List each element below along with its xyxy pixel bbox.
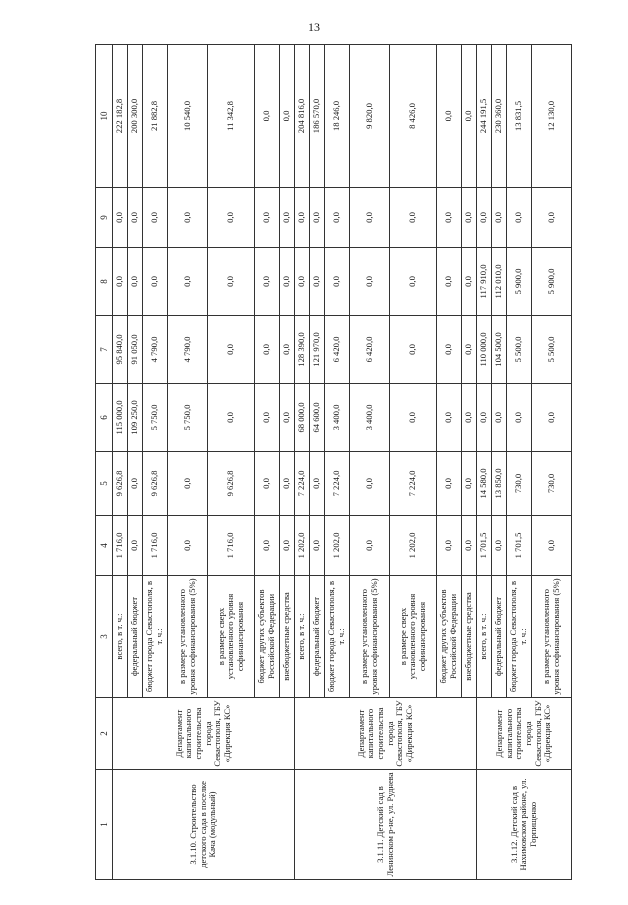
amount-cell: 9 820,0: [350, 45, 390, 188]
amount-cell: 0,0: [255, 516, 280, 576]
amount-cell: 730,0: [507, 452, 532, 516]
amount-cell: 0,0: [507, 384, 532, 452]
amount-cell: 0,0: [310, 188, 325, 248]
amount-cell: 0,0: [437, 45, 462, 188]
amount-cell: 5 500,0: [507, 316, 532, 384]
amount-cell: 0,0: [280, 516, 295, 576]
amount-cell: 112 010,0: [492, 248, 507, 316]
amount-cell: 4 790,0: [143, 316, 168, 384]
amount-cell: 128 390,0: [295, 316, 310, 384]
amount-cell: 0,0: [168, 516, 208, 576]
project-name: 3.1.12. Детский сад в Нахимовском районе, ул. Горпищенко: [477, 770, 572, 880]
amount-cell: 0,0: [477, 384, 492, 452]
amount-cell: 9 626,8: [113, 452, 128, 516]
amount-cell: 109 250,0: [128, 384, 143, 452]
amount-cell: 0,0: [280, 452, 295, 516]
amount-cell: 11 342,8: [208, 45, 255, 188]
amount-cell: 0,0: [128, 188, 143, 248]
amount-cell: 0,0: [437, 188, 462, 248]
budget-table: [95, 44, 572, 880]
amount-cell: 0,0: [310, 452, 325, 516]
funding-source: бюджет города Севастополя, в т. ч.:: [325, 576, 350, 698]
amount-cell: 0,0: [437, 516, 462, 576]
project-executor: Департамент капитального строительства города Севастополя, ГБУ «Дирекция КС»: [295, 698, 477, 770]
amount-cell: 6 420,0: [325, 316, 350, 384]
funding-source: бюджет других субъектов Российской Федерации: [437, 576, 462, 698]
column-number-row: [96, 45, 113, 880]
amount-cell: 1 701,5: [477, 516, 492, 576]
amount-cell: 0,0: [390, 248, 437, 316]
funding-source: бюджет города Севастополя, в т. ч.:: [507, 576, 532, 698]
amount-cell: 0,0: [350, 248, 390, 316]
amount-cell: 5 900,0: [532, 248, 572, 316]
amount-cell: 121 970,0: [310, 316, 325, 384]
funding-source: всего, в т. ч.:: [113, 576, 128, 698]
column-header: 1: [96, 770, 113, 880]
amount-cell: 3 400,0: [350, 384, 390, 452]
project-name: 3.1.11. Детский сад в Ленинском р-не, ул. Руднева: [295, 770, 477, 880]
amount-cell: 0,0: [492, 188, 507, 248]
amount-cell: 244 191,5: [477, 45, 492, 188]
funding-source: федеральный бюджет: [128, 576, 143, 698]
amount-cell: 730,0: [532, 452, 572, 516]
amount-cell: 0,0: [437, 316, 462, 384]
amount-cell: 0,0: [128, 452, 143, 516]
amount-cell: 0,0: [255, 248, 280, 316]
amount-cell: 7 224,0: [325, 452, 350, 516]
column-header: 4: [96, 516, 113, 576]
amount-cell: 1 716,0: [208, 516, 255, 576]
amount-cell: 0,0: [390, 316, 437, 384]
amount-cell: 117 910,0: [477, 248, 492, 316]
amount-cell: 0,0: [280, 45, 295, 188]
amount-cell: 0,0: [507, 188, 532, 248]
amount-cell: 1 202,0: [295, 516, 310, 576]
amount-cell: 0,0: [462, 316, 477, 384]
amount-cell: 0,0: [143, 188, 168, 248]
column-header: 6: [96, 384, 113, 452]
funding-source: бюджет других субъектов Российской Федерации: [255, 576, 280, 698]
amount-cell: 0,0: [208, 248, 255, 316]
amount-cell: 0,0: [477, 188, 492, 248]
amount-cell: 0,0: [310, 248, 325, 316]
amount-cell: 186 570,0: [310, 45, 325, 188]
amount-cell: 13 831,5: [507, 45, 532, 188]
amount-cell: 1 202,0: [325, 516, 350, 576]
amount-cell: 0,0: [255, 45, 280, 188]
amount-cell: 0,0: [462, 188, 477, 248]
table-row: [477, 45, 492, 880]
column-header: 8: [96, 248, 113, 316]
amount-cell: 0,0: [462, 452, 477, 516]
amount-cell: 7 224,0: [295, 452, 310, 516]
amount-cell: 0,0: [113, 188, 128, 248]
project-executor: Департамент капитального строительства города Севастополя, ГБУ «Дирекция КС»: [477, 698, 572, 770]
amount-cell: 64 600,0: [310, 384, 325, 452]
amount-cell: 95 840,0: [113, 316, 128, 384]
amount-cell: 115 000,0: [113, 384, 128, 452]
amount-cell: 0,0: [255, 188, 280, 248]
amount-cell: 230 360,0: [492, 45, 507, 188]
amount-cell: 104 500,0: [492, 316, 507, 384]
funding-source: всего, в т. ч.:: [295, 576, 310, 698]
amount-cell: 0,0: [168, 188, 208, 248]
amount-cell: 0,0: [128, 248, 143, 316]
amount-cell: 204 816,0: [295, 45, 310, 188]
amount-cell: 8 426,0: [390, 45, 437, 188]
amount-cell: 0,0: [280, 248, 295, 316]
amount-cell: 6 420,0: [350, 316, 390, 384]
amount-cell: 0,0: [280, 384, 295, 452]
amount-cell: 0,0: [492, 384, 507, 452]
amount-cell: 0,0: [128, 516, 143, 576]
amount-cell: 5 500,0: [532, 316, 572, 384]
amount-cell: 5 900,0: [507, 248, 532, 316]
amount-cell: 1 202,0: [390, 516, 437, 576]
amount-cell: 0,0: [462, 384, 477, 452]
funding-source: в размере установленного уровня софинансирования (5%): [532, 576, 572, 698]
amount-cell: 0,0: [168, 452, 208, 516]
amount-cell: 0,0: [462, 516, 477, 576]
column-header: 2: [96, 698, 113, 770]
amount-cell: 12 130,0: [532, 45, 572, 188]
amount-cell: 0,0: [295, 188, 310, 248]
amount-cell: 1 701,5: [507, 516, 532, 576]
amount-cell: 222 182,8: [113, 45, 128, 188]
amount-cell: 0,0: [437, 384, 462, 452]
amount-cell: 0,0: [208, 316, 255, 384]
amount-cell: 0,0: [310, 516, 325, 576]
funding-source: внебюджетные средства: [462, 576, 477, 698]
amount-cell: 0,0: [462, 45, 477, 188]
amount-cell: 0,0: [143, 248, 168, 316]
amount-cell: 18 246,0: [325, 45, 350, 188]
amount-cell: 0,0: [350, 452, 390, 516]
amount-cell: 0,0: [255, 316, 280, 384]
page-number: 13: [308, 20, 320, 34]
amount-cell: 0,0: [168, 248, 208, 316]
table-row: [295, 45, 310, 880]
funding-source: внебюджетные средства: [280, 576, 295, 698]
amount-cell: 0,0: [208, 188, 255, 248]
column-header: 5: [96, 452, 113, 516]
table-body: [113, 45, 572, 880]
amount-cell: 0,0: [492, 516, 507, 576]
amount-cell: 7 224,0: [390, 452, 437, 516]
amount-cell: 1 716,0: [143, 516, 168, 576]
amount-cell: 0,0: [532, 516, 572, 576]
amount-cell: 9 626,8: [208, 452, 255, 516]
amount-cell: 4 790,0: [168, 316, 208, 384]
amount-cell: 0,0: [532, 188, 572, 248]
amount-cell: 10 540,0: [168, 45, 208, 188]
amount-cell: 0,0: [532, 384, 572, 452]
funding-source: федеральный бюджет: [492, 576, 507, 698]
funding-source: в размере установленного уровня софинансирования (5%): [350, 576, 390, 698]
amount-cell: 0,0: [280, 188, 295, 248]
amount-cell: 68 000,0: [295, 384, 310, 452]
funding-source: федеральный бюджет: [310, 576, 325, 698]
amount-cell: 3 400,0: [325, 384, 350, 452]
amount-cell: 0,0: [462, 248, 477, 316]
amount-cell: 110 000,0: [477, 316, 492, 384]
column-header: 9: [96, 188, 113, 248]
amount-cell: 0,0: [390, 384, 437, 452]
column-header: 7: [96, 316, 113, 384]
funding-source: в размере сверх установленного уровня софинансирования: [390, 576, 437, 698]
amount-cell: 21 882,8: [143, 45, 168, 188]
amount-cell: 0,0: [255, 384, 280, 452]
amount-cell: 0,0: [113, 248, 128, 316]
funding-source: всего, в т. ч.:: [477, 576, 492, 698]
funding-source: в размере сверх установленного уровня софинансирования: [208, 576, 255, 698]
amount-cell: 0,0: [325, 248, 350, 316]
amount-cell: 13 850,0: [492, 452, 507, 516]
amount-cell: 0,0: [295, 248, 310, 316]
project-executor: Департамент капитального строительства города Севастополя, ГБУ «Дирекция КС»: [113, 698, 295, 770]
amount-cell: 0,0: [208, 384, 255, 452]
table-row: [113, 45, 128, 880]
amount-cell: 0,0: [255, 452, 280, 516]
column-header: 10: [96, 45, 113, 188]
rotated-table-container: [95, 45, 561, 880]
funding-source: в размере установленного уровня софинансирования (5%): [168, 576, 208, 698]
column-header: 3: [96, 576, 113, 698]
amount-cell: 5 750,0: [168, 384, 208, 452]
amount-cell: 1 716,0: [113, 516, 128, 576]
amount-cell: 14 580,0: [477, 452, 492, 516]
amount-cell: 0,0: [350, 188, 390, 248]
amount-cell: 0,0: [325, 188, 350, 248]
project-name: 3.1.10. Строительство детского сада в поселке Кача (модульный): [113, 770, 295, 880]
amount-cell: 0,0: [350, 516, 390, 576]
amount-cell: 91 050,0: [128, 316, 143, 384]
amount-cell: 9 626,8: [143, 452, 168, 516]
amount-cell: 0,0: [390, 188, 437, 248]
amount-cell: 0,0: [280, 316, 295, 384]
amount-cell: 200 300,0: [128, 45, 143, 188]
amount-cell: 0,0: [437, 452, 462, 516]
amount-cell: 0,0: [437, 248, 462, 316]
funding-source: бюджет города Севастополя, в т. ч.:: [143, 576, 168, 698]
amount-cell: 5 750,0: [143, 384, 168, 452]
